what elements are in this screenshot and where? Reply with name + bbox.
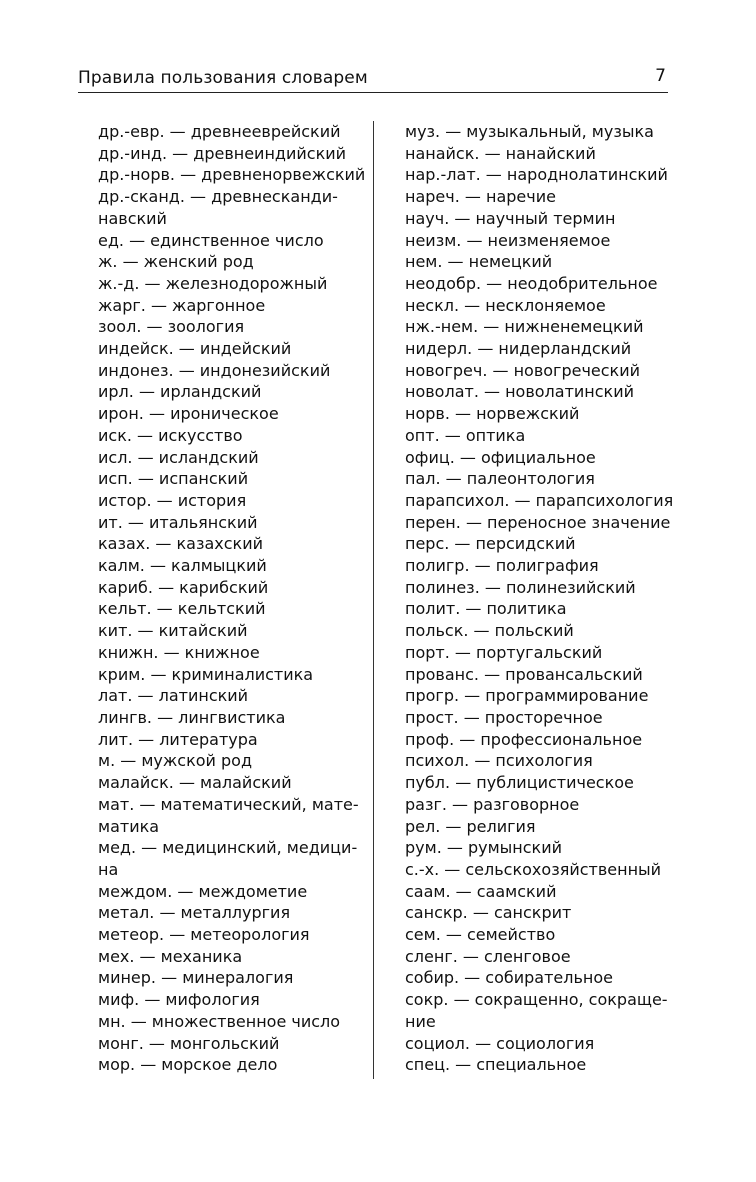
abbreviation-entry: пал. — палеонтология	[405, 469, 595, 489]
abbreviation-entry: сленг. — сленговое	[405, 946, 571, 966]
abbreviation-entry: минер. — минералогия	[98, 968, 294, 988]
abbreviation-entry: ж.-д. — железнодорожный	[98, 273, 328, 293]
abbreviation-entry: др.-сканд. — древнесканди-	[98, 187, 338, 207]
page-header	[78, 64, 668, 93]
abbreviation-entry: нж.-нем. — нижненемецкий	[405, 317, 644, 337]
abbreviation-entry: норв. — норвежский	[405, 404, 580, 424]
abbreviation-entry: индонез. — индонезийский	[98, 360, 331, 380]
abbreviation-entry: мед. — медицинский, медици-	[98, 838, 358, 858]
abbreviation-entry: мат. — математический, мате-	[98, 794, 359, 814]
abbreviation-entry: монг. — монгольский	[98, 1033, 280, 1053]
abbreviation-entry: мн. — множественное число	[98, 1011, 341, 1031]
abbreviation-entry: спец. — специальное	[405, 1055, 587, 1075]
abbreviation-entry: порт. — португальский	[405, 642, 603, 662]
abbreviation-entry: рум. — румынский	[405, 838, 562, 858]
abbreviation-entry: полит. — политика	[405, 599, 567, 619]
abbreviation-entry: ирл. — ирландский	[98, 382, 262, 402]
abbreviation-entry: парапсихол. — парапсихология	[405, 490, 674, 510]
abbreviation-entry: собир. — собирательное	[405, 968, 613, 988]
abbreviation-entry: мех. — механика	[98, 946, 243, 966]
abbreviation-entry: сокр. — сокращенно, сокраще-	[405, 990, 668, 1010]
abbreviation-entry: саам. — саамский	[405, 881, 557, 901]
abbreviation-entry: на	[98, 859, 119, 879]
abbreviation-entry: прогр. — программирование	[405, 686, 649, 706]
abbreviation-entry: м. — мужской род	[98, 751, 253, 771]
abbreviation-column-right	[405, 121, 675, 1076]
abbreviation-entry: нареч. — наречие	[405, 187, 556, 207]
abbreviation-entry: навский	[98, 208, 167, 228]
abbreviation-entry: калм. — калмыцкий	[98, 556, 267, 576]
abbreviation-entry: кельт. — кельтский	[98, 599, 266, 619]
abbreviation-entry: перс. — персидский	[405, 534, 576, 554]
abbreviation-entry: прост. — просторечное	[405, 707, 603, 727]
abbreviation-entry: индейск. — индейский	[98, 339, 292, 359]
abbreviation-entry: др.-норв. — древненорвежский	[98, 165, 366, 185]
abbreviation-entry: мор. — морское дело	[98, 1055, 278, 1075]
abbreviation-entry: истор. — история	[98, 490, 247, 510]
page-number: 7	[655, 66, 666, 86]
abbreviation-entry: офиц. — официальное	[405, 447, 596, 467]
abbreviation-entry: ние	[405, 1011, 436, 1031]
abbreviation-entry: казах. — казахский	[98, 534, 264, 554]
abbreviation-entry: ж. — женский род	[98, 252, 254, 272]
abbreviation-entry: психол. — психология	[405, 751, 593, 771]
abbreviation-entry: санскр. — санскрит	[405, 903, 572, 923]
abbreviation-entry: польск. — польский	[405, 621, 574, 641]
abbreviation-entry: нидерл. — нидерландский	[405, 339, 632, 359]
abbreviation-entry: лит. — литература	[98, 729, 258, 749]
abbreviation-entry: ирон. — ироническое	[98, 404, 279, 424]
abbreviation-entry: крим. — криминалистика	[98, 664, 314, 684]
abbreviation-entry: ит. — итальянский	[98, 512, 258, 532]
abbreviation-entry: разг. — разговорное	[405, 794, 580, 814]
abbreviation-entry: науч. — научный термин	[405, 208, 616, 228]
abbreviation-entry: др.-инд. — древнеиндийский	[98, 143, 347, 163]
abbreviation-entry: лат. — латинский	[98, 686, 249, 706]
abbreviation-entry: новолат. — новолатинский	[405, 382, 635, 402]
abbreviation-entry: книжн. — книжное	[98, 642, 260, 662]
running-title: Правила пользования словарем	[78, 68, 368, 88]
abbreviation-entry: неодобр. — неодобрительное	[405, 273, 658, 293]
abbreviation-entry: жарг. — жаргонное	[98, 295, 266, 315]
abbreviation-entry: зоол. — зоология	[98, 317, 245, 337]
abbreviation-entry: малайск. — малайский	[98, 773, 292, 793]
abbreviation-entry: публ. — публицистическое	[405, 773, 634, 793]
abbreviation-entry: метеор. — метеорология	[98, 925, 310, 945]
abbreviation-entry: исп. — испанский	[98, 469, 249, 489]
abbreviation-entry: нем. — немецкий	[405, 252, 553, 272]
abbreviation-entry: рел. — религия	[405, 816, 536, 836]
abbreviation-entry: полинез. — полинезийский	[405, 577, 636, 597]
abbreviation-entry: нанайск. — нанайский	[405, 143, 596, 163]
abbreviation-entry: новогреч. — новогреческий	[405, 360, 641, 380]
abbreviation-entry: кит. — китайский	[98, 621, 248, 641]
abbreviation-entry: лингв. — лингвистика	[98, 707, 286, 727]
abbreviation-entry: междом. — междометие	[98, 881, 308, 901]
abbreviation-entry: др.-евр. — древнееврейский	[98, 122, 341, 141]
abbreviation-entry: сем. — семейство	[405, 925, 556, 945]
abbreviation-column-left	[98, 121, 366, 1076]
abbreviation-entry: с.-х. — сельскохозяйственный	[405, 859, 662, 879]
abbreviation-entry: метал. — металлургия	[98, 903, 291, 923]
abbreviation-entry: прованс. — провансальский	[405, 664, 643, 684]
abbreviation-entry: ед. — единственное число	[98, 230, 324, 250]
abbreviation-entry: полигр. — полиграфия	[405, 556, 599, 576]
abbreviation-entry: матика	[98, 816, 160, 836]
abbreviation-entry: кариб. — карибский	[98, 577, 269, 597]
abbreviation-entry: иск. — искусство	[98, 425, 243, 445]
column-divider	[373, 121, 374, 1079]
abbreviation-entry: неизм. — неизменяемое	[405, 230, 611, 250]
abbreviation-entry: опт. — оптика	[405, 425, 526, 445]
abbreviation-entry: нар.-лат. — народнолатинский	[405, 165, 668, 185]
abbreviation-entry: исл. — исландский	[98, 447, 259, 467]
abbreviation-entry: перен. — переносное значение	[405, 512, 671, 532]
abbreviation-entry: муз. — музыкальный, музыка	[405, 122, 654, 141]
abbreviation-entry: миф. — мифология	[98, 990, 260, 1010]
abbreviation-entry: нескл. — несклоняемое	[405, 295, 606, 315]
abbreviation-entry: проф. — профессиональное	[405, 729, 643, 749]
abbreviation-entry: социол. — социология	[405, 1033, 595, 1053]
